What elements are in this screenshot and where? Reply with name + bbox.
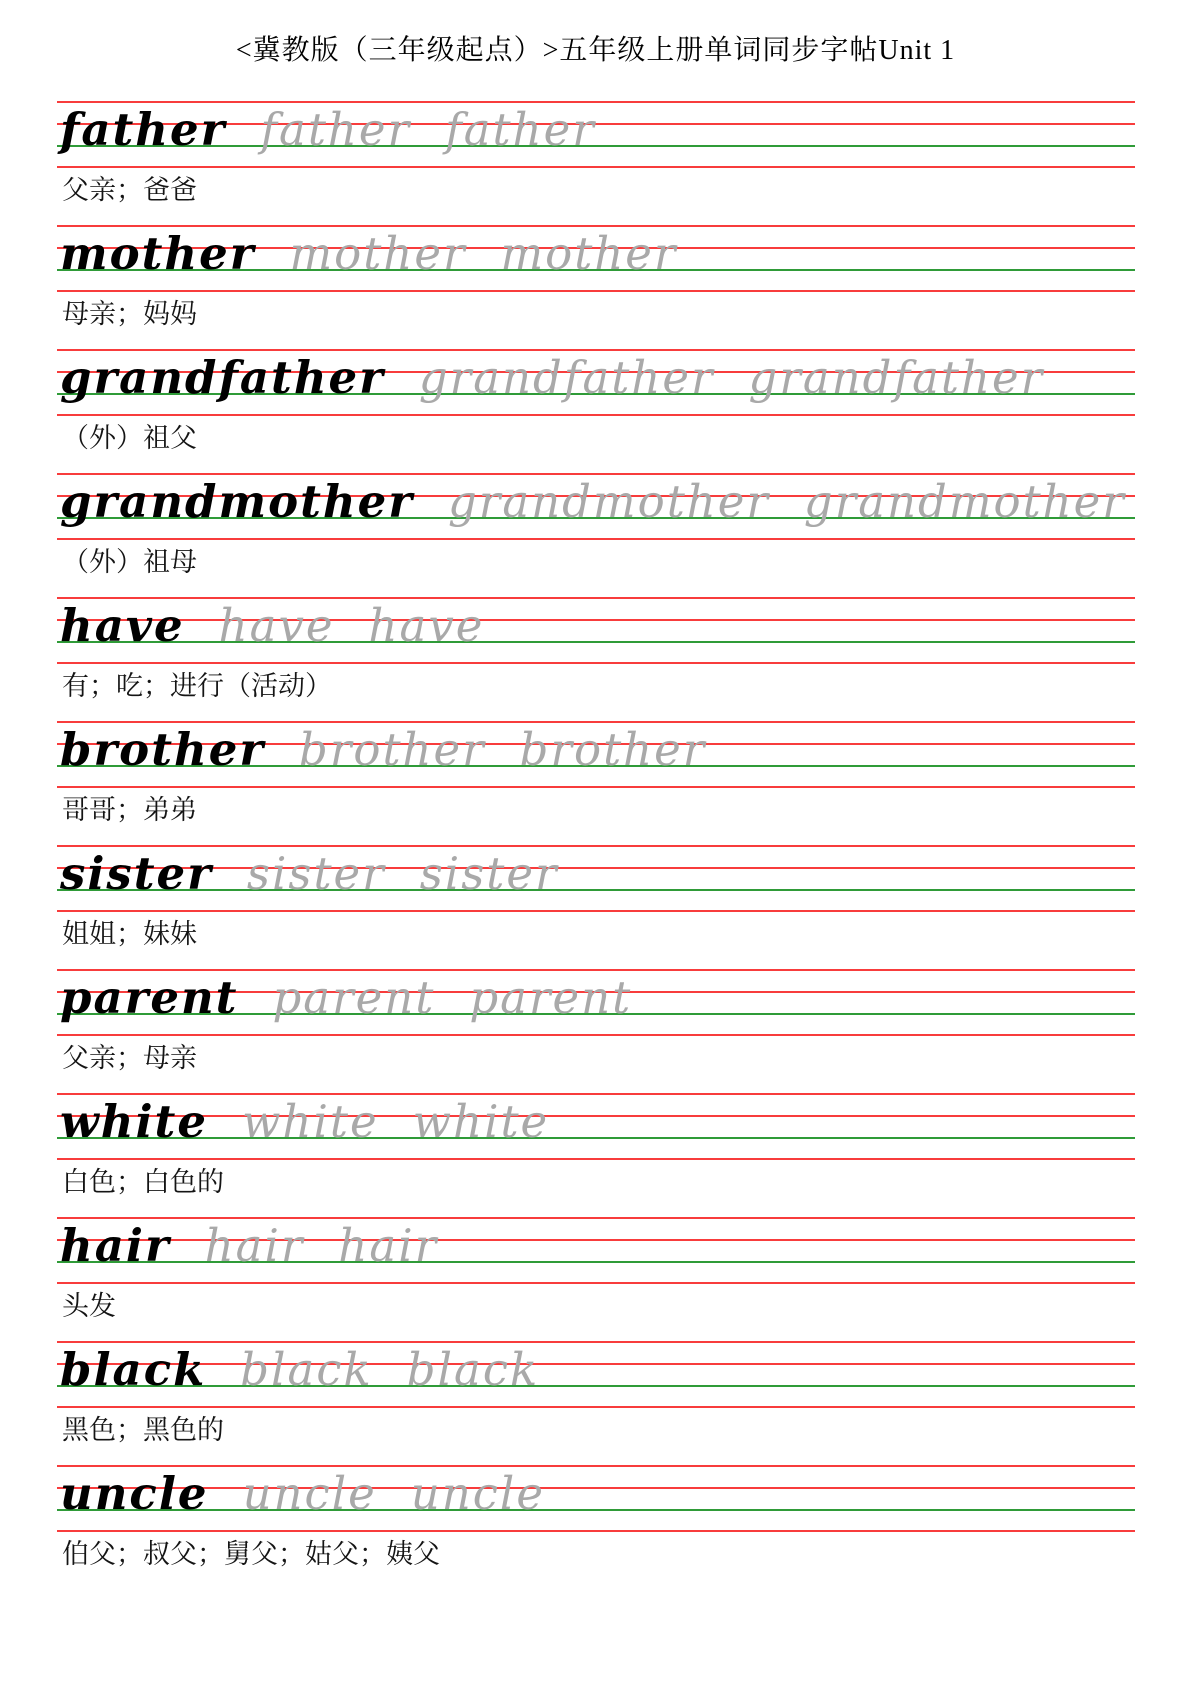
writing-guidelines bbox=[57, 1217, 1135, 1284]
writing-guidelines bbox=[57, 473, 1135, 540]
writing-guidelines bbox=[57, 225, 1135, 292]
writing-guidelines bbox=[57, 101, 1135, 168]
guide-line-red-top bbox=[57, 1093, 1135, 1095]
word-row bbox=[60, 599, 485, 652]
word-row bbox=[60, 475, 1126, 528]
word-row bbox=[60, 1095, 550, 1148]
word-entry bbox=[57, 1217, 1135, 1341]
word-sample: uncle bbox=[60, 1467, 209, 1520]
word-trace-2: brother bbox=[519, 723, 707, 776]
word-trace-2: black bbox=[406, 1343, 540, 1396]
word-translation: 母亲；妈妈 bbox=[62, 299, 197, 329]
word-trace-1: brother bbox=[299, 723, 486, 776]
word-sample: parent bbox=[60, 971, 239, 1024]
word-row bbox=[60, 971, 633, 1024]
word-entry bbox=[57, 101, 1135, 225]
writing-guidelines bbox=[57, 1341, 1135, 1408]
word-row bbox=[60, 1343, 540, 1396]
word-translation: 头发 bbox=[62, 1291, 116, 1321]
word-row bbox=[60, 103, 596, 156]
word-trace-2: white bbox=[412, 1095, 550, 1148]
word-trace-1: uncle bbox=[242, 1467, 377, 1520]
word-translation: 哥哥；弟弟 bbox=[62, 795, 197, 825]
word-sample: black bbox=[60, 1343, 207, 1396]
word-sample: sister bbox=[60, 847, 213, 900]
word-trace-1: father bbox=[260, 103, 412, 156]
word-trace-1: have bbox=[218, 599, 335, 652]
word-translation: 父亲；母亲 bbox=[62, 1043, 197, 1073]
guide-line-red-bottom bbox=[57, 538, 1135, 540]
word-trace-2: uncle bbox=[410, 1467, 545, 1520]
word-sample: hair bbox=[60, 1219, 171, 1272]
word-translation: 白色；白色的 bbox=[62, 1167, 224, 1197]
writing-guidelines bbox=[57, 845, 1135, 912]
word-translation: 有；吃；进行（活动） bbox=[62, 671, 332, 701]
word-sample: grandfather bbox=[60, 351, 385, 404]
word-row bbox=[60, 227, 678, 280]
word-translation: 父亲；爸爸 bbox=[62, 175, 197, 205]
word-trace-1: hair bbox=[204, 1219, 305, 1272]
writing-guidelines bbox=[57, 969, 1135, 1036]
word-translation: 黑色；黑色的 bbox=[62, 1415, 224, 1445]
word-sample: father bbox=[60, 103, 227, 156]
word-translation: （外）祖母 bbox=[62, 547, 197, 577]
word-sample: mother bbox=[60, 227, 256, 280]
word-entry bbox=[57, 845, 1135, 969]
writing-guidelines bbox=[57, 597, 1135, 664]
guide-line-red-bottom bbox=[57, 1158, 1135, 1160]
word-trace-2: parent bbox=[469, 971, 633, 1024]
guide-line-red-bottom bbox=[57, 1530, 1135, 1532]
guide-line-red-bottom bbox=[57, 1406, 1135, 1408]
word-trace-1: parent bbox=[272, 971, 436, 1024]
word-trace-2: grandmother bbox=[803, 475, 1126, 528]
guide-line-red-bottom bbox=[57, 166, 1135, 168]
word-entry bbox=[57, 225, 1135, 349]
word-sample: brother bbox=[60, 723, 266, 776]
word-translation: （外）祖父 bbox=[62, 423, 197, 453]
guide-line-red-top bbox=[57, 1341, 1135, 1343]
guide-line-red-bottom bbox=[57, 662, 1135, 664]
word-trace-1: sister bbox=[246, 847, 386, 900]
word-entry bbox=[57, 597, 1135, 721]
word-trace-1: black bbox=[240, 1343, 373, 1396]
word-sample: white bbox=[60, 1095, 208, 1148]
entry-list bbox=[57, 101, 1135, 1589]
guide-line-red-top bbox=[57, 845, 1135, 847]
word-entry bbox=[57, 1341, 1135, 1465]
word-trace-1: grandfather bbox=[418, 351, 715, 404]
guide-line-red-bottom bbox=[57, 1282, 1135, 1284]
guide-line-red-bottom bbox=[57, 910, 1135, 912]
word-row bbox=[60, 723, 707, 776]
word-entry bbox=[57, 473, 1135, 597]
word-sample: grandmother bbox=[60, 475, 414, 528]
word-entry bbox=[57, 969, 1135, 1093]
guide-line-red-bottom bbox=[57, 1034, 1135, 1036]
word-row bbox=[60, 351, 1045, 404]
guide-line-red-bottom bbox=[57, 290, 1135, 292]
word-trace-1: white bbox=[241, 1095, 379, 1148]
word-trace-2: grandfather bbox=[748, 351, 1045, 404]
word-translation: 姐姐；妹妹 bbox=[62, 919, 197, 949]
word-sample: have bbox=[60, 599, 185, 652]
guide-line-red-bottom bbox=[57, 414, 1135, 416]
word-trace-1: mother bbox=[289, 227, 467, 280]
writing-guidelines bbox=[57, 721, 1135, 788]
word-entry bbox=[57, 1093, 1135, 1217]
word-trace-2: father bbox=[445, 103, 596, 156]
word-entry bbox=[57, 1465, 1135, 1589]
word-trace-1: grandmother bbox=[448, 475, 770, 528]
word-trace-2: hair bbox=[338, 1219, 439, 1272]
word-translation: 伯父；叔父；舅父；姑父；姨父 bbox=[62, 1539, 440, 1569]
writing-guidelines bbox=[57, 1093, 1135, 1160]
page-title: <冀教版（三年级起点）>五年级上册单词同步字帖Unit 1 bbox=[235, 35, 956, 66]
writing-guidelines bbox=[57, 349, 1135, 416]
word-trace-2: sister bbox=[419, 847, 559, 900]
guide-line-red-bottom bbox=[57, 786, 1135, 788]
word-row bbox=[60, 847, 559, 900]
word-row bbox=[60, 1467, 545, 1520]
word-trace-2: have bbox=[368, 599, 485, 652]
guide-line-red-top bbox=[57, 1465, 1135, 1467]
word-entry bbox=[57, 349, 1135, 473]
word-entry bbox=[57, 721, 1135, 845]
word-row bbox=[60, 1219, 439, 1272]
word-trace-2: mother bbox=[500, 227, 678, 280]
writing-guidelines bbox=[57, 1465, 1135, 1532]
